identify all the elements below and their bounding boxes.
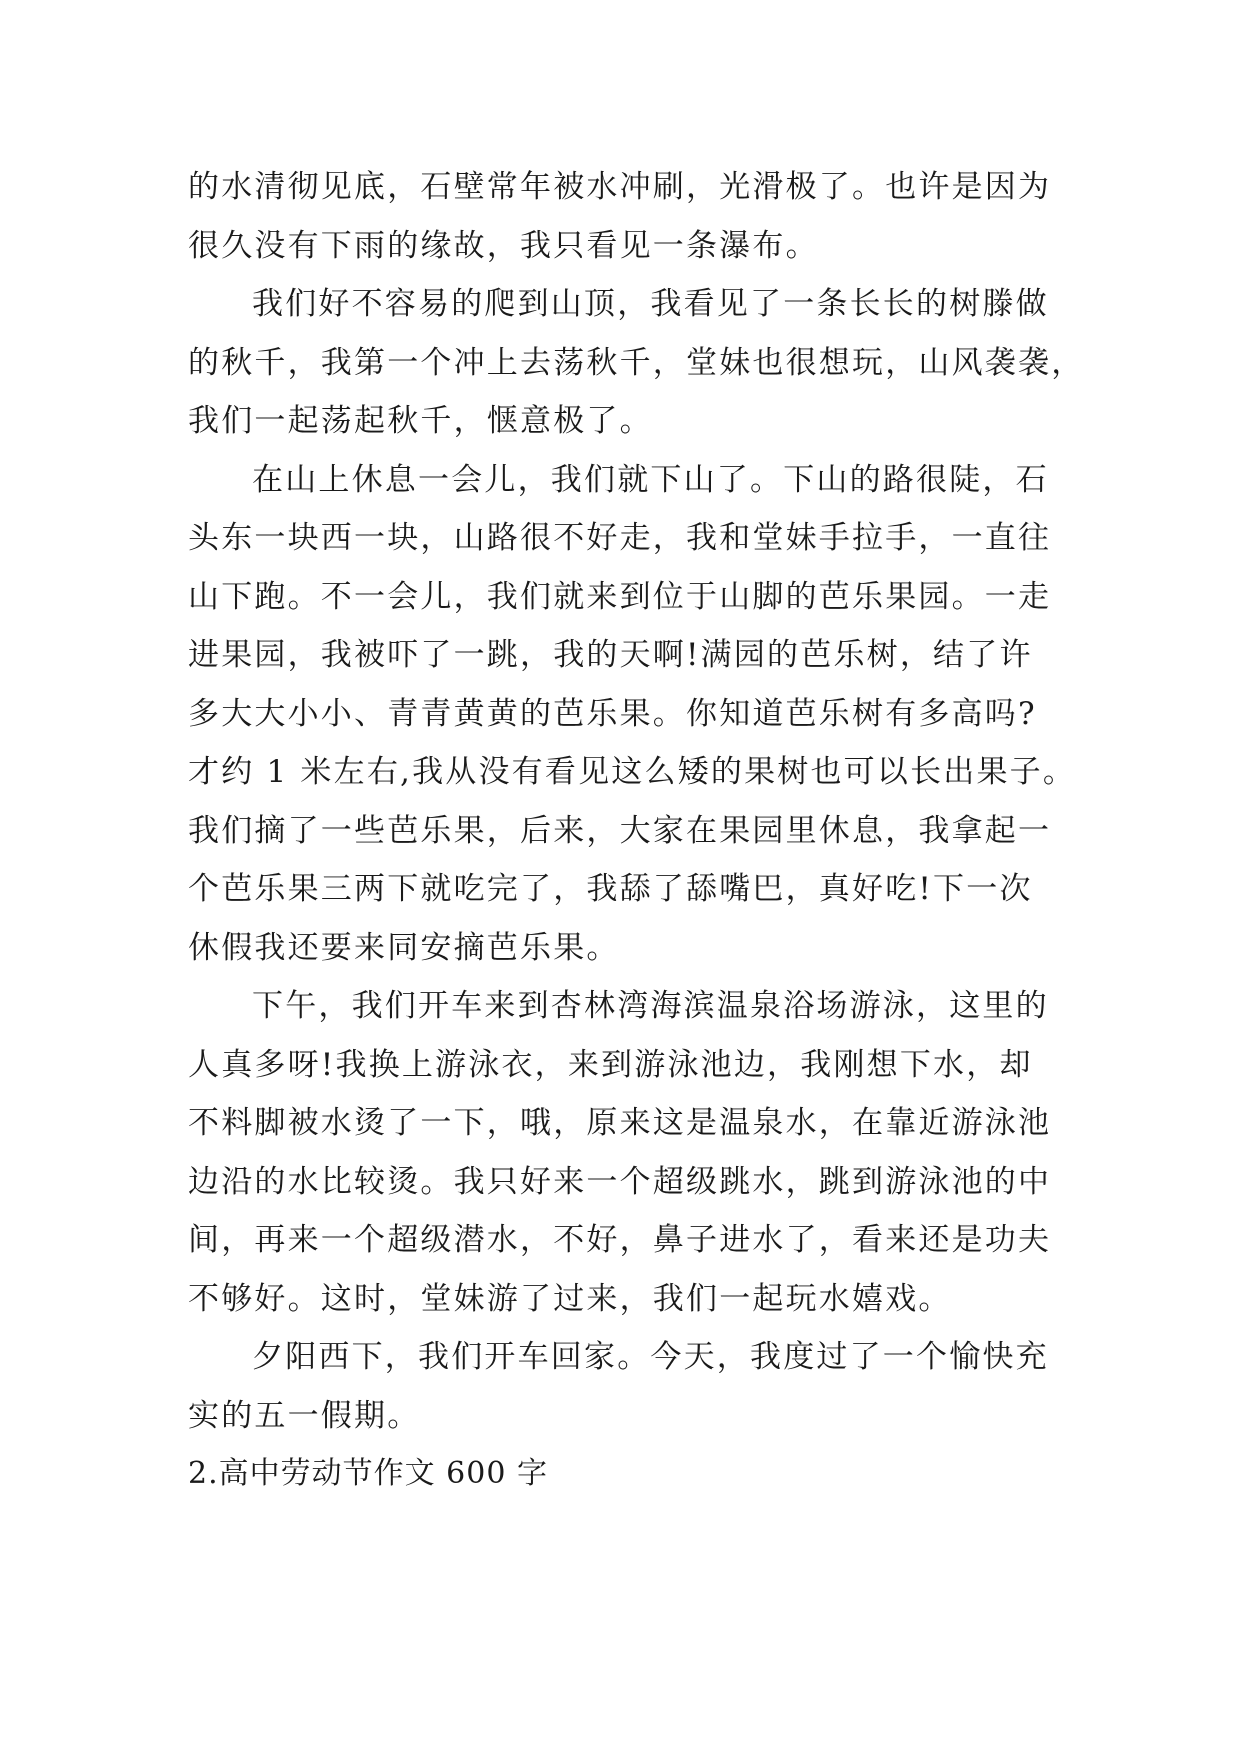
paragraph-5 [188,1328,1058,1445]
document-page [188,158,1085,1504]
text-line: 人真多呀!我换上游泳衣，来到游泳池边，我刚想下水，却 [188,1046,1033,1083]
section-heading: 2.高中劳动节作文 600 字 [188,1456,548,1491]
text-line: 间，再来一个超级潜水，不好，鼻子进水了，看来还是功夫 [188,1222,1052,1258]
text-line: 多大大小小、青青黄黄的芭乐果。你知道芭乐树有多高吗? [188,695,1037,732]
text-line: 个芭乐果三两下就吃完了，我舔了舔嘴巴，真好吃!下一次 [188,871,1033,907]
text-line: 才约 1 米左右,我从没有看见这么矮的果树也可以长出果子。 [188,754,1077,790]
text-line: 我们好不容易的爬到山顶，我看见了一条长长的树滕做 [252,286,1049,322]
paragraph-3 [188,451,1077,978]
text-line: 头东一块西一块，山路很不好走，我和堂妹手拉手，一直往 [188,520,1052,556]
text-line: 的水清彻见底，石壁常年被水冲刷，光滑极了。也许是因为 [188,169,1052,205]
text-line: 进果园，我被吓了一跳，我的天啊!满园的芭乐树，结了许 [188,637,1033,673]
text-line: 我们摘了一些芭乐果，后来，大家在果园里休息，我拿起一 [188,812,1052,849]
text-line: 山下跑。不一会儿，我们就来到位于山脚的芭乐果园。一走 [188,578,1052,615]
text-line: 休假我还要来同安摘芭乐果。 [188,929,620,966]
text-line: 边沿的水比较烫。我只好来一个超级跳水，跳到游泳池的中 [188,1163,1052,1200]
text-line: 不够好。这时，堂妹游了过来，我们一起玩水嬉戏。 [188,1280,952,1317]
text-line: 不料脚被水烫了一下，哦，原来这是温泉水，在靠近游泳池 [188,1105,1052,1141]
text-line: 的秋千，我第一个冲上去荡秋千，堂妹也很想玩，山风袭袭， [188,344,1085,381]
text-line: 夕阳西下，我们开车回家。今天，我度过了一个愉快充 [252,1339,1049,1375]
text-line: 在山上休息一会儿，我们就下山了。下山的路很陡，石 [252,461,1049,498]
text-line: 我们一起荡起秋千，惬意极了。 [188,403,653,439]
paragraph-1 [188,158,1058,275]
text-line: 很久没有下雨的缘故，我只看见一条瀑布。 [188,227,819,264]
text-line: 下午，我们开车来到杏林湾海滨温泉浴场游泳，这里的 [252,988,1049,1024]
text-line: 实的五一假期。 [188,1397,421,1434]
paragraph-4 [188,977,1058,1328]
paragraph-2 [188,275,1085,451]
